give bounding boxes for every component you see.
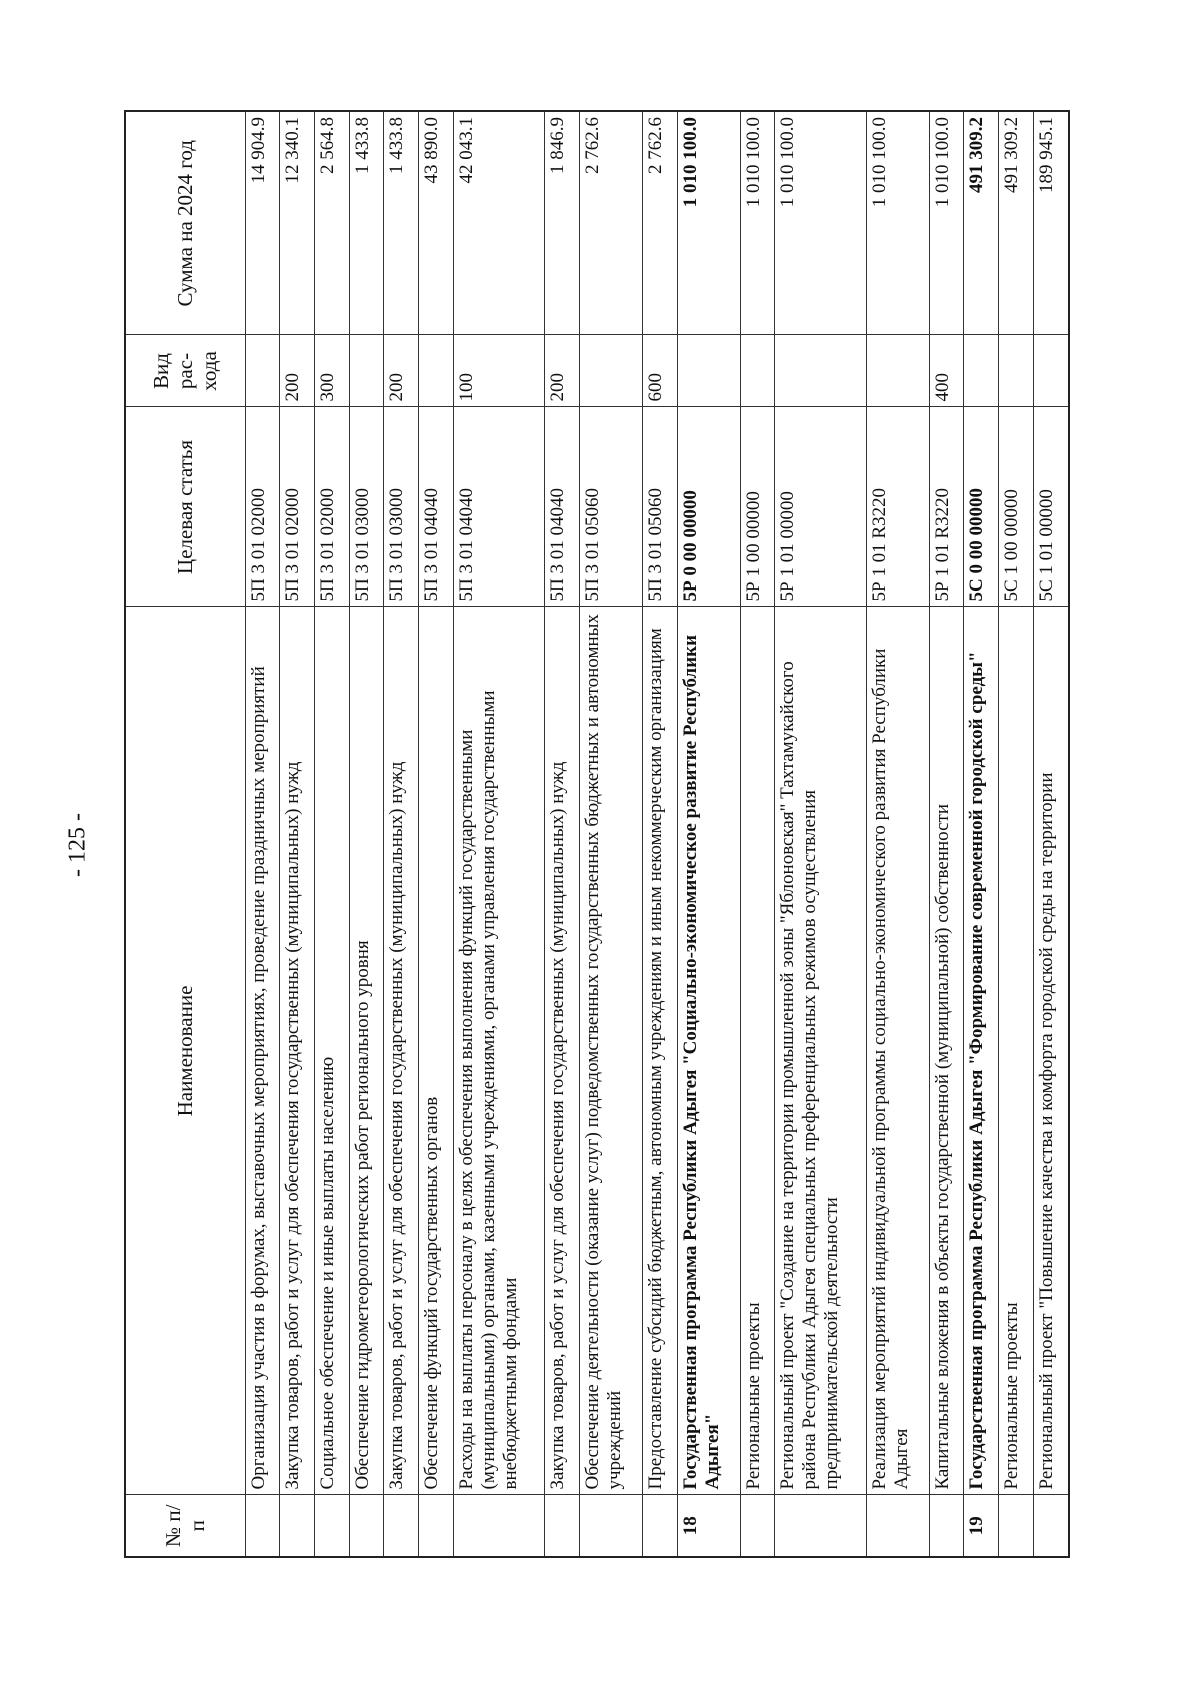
cell-code: 5П 3 01 04040 [545,407,580,607]
cell-name: Обеспечение деятельности (оказание услуг) подведомственных государственных бюджетных и автономных учреждений [579,607,642,1495]
cell-type: 600 [642,335,677,407]
cell-num [929,1495,964,1557]
cell-name: Региональный проект "Создание на территории промышленной зоны "Яблоновская" Тахтамукайского района Республики Адыгея специальных преференциальных режимов осуществления предпринимательской деятельности [775,607,866,1495]
cell-num [866,1495,929,1557]
cell-code: 5П 3 01 04040 [419,407,454,607]
cell-sum: 491 309.2 [999,111,1034,335]
cell-name: Организация участия в форумах, выставочных мероприятиях, проведение праздничных мероприятий [245,607,280,1495]
cell-sum: 2 762.6 [642,111,677,335]
cell-type [775,335,866,407]
cell-code: 5П 3 01 02000 [245,407,280,607]
cell-sum: 12 340.1 [280,111,315,335]
cell-type: 200 [384,335,419,407]
table-row [384,111,419,1557]
cell-sum: 1 010 100.0 [677,111,740,335]
cell-sum: 1 433.8 [349,111,384,335]
cell-num [349,1495,384,1557]
table-row [579,111,642,1557]
cell-code: 5С 0 00 00000 [964,407,999,607]
cell-type [677,335,740,407]
cell-num [642,1495,677,1557]
cell-code: 5С 1 01 00000 [1033,407,1069,607]
cell-code: 5П 3 01 02000 [280,407,315,607]
rotated-table-wrapper [124,112,1070,1558]
cell-sum: 42 043.1 [453,111,544,335]
cell-num: 18 [677,1495,740,1557]
cell-num: 19 [964,1495,999,1557]
col-header-sum: Сумма на 2024 год [125,111,245,335]
cell-name: Обеспечение функций государственных органов [419,607,454,1495]
table-row [314,111,349,1557]
cell-type: 200 [545,335,580,407]
cell-type: 200 [280,335,315,407]
table-row [349,111,384,1557]
table-row [280,111,315,1557]
cell-sum: 1 010 100.0 [866,111,929,335]
cell-name: Расходы на выплаты персоналу в целях обеспечения выполнения функций государственными (муниципальными) органами, казенными учреждениями, органами управления государственными внебюджетными фондами [453,607,544,1495]
table-header-row [125,111,245,1557]
col-header-num: № п/п [125,1495,245,1557]
cell-sum: 491 309.2 [964,111,999,335]
cell-type [964,335,999,407]
cell-sum: 1 010 100.0 [775,111,866,335]
cell-num [775,1495,866,1557]
cell-sum: 2 564.8 [314,111,349,335]
cell-name: Обеспечение гидрометеорологических работ регионального уровня [349,607,384,1495]
cell-num [419,1495,454,1557]
table-row [775,111,866,1557]
cell-type [245,335,280,407]
cell-name: Предоставление субсидий бюджетным, автономным учреждениям и иным некоммерческим организациям [642,607,677,1495]
cell-sum: 1 846.9 [545,111,580,335]
cell-type [1033,335,1069,407]
cell-type [740,335,775,407]
cell-code: 5Р 1 01 00000 [775,407,866,607]
cell-type [349,335,384,407]
cell-code: 5П 3 01 04040 [453,407,544,607]
cell-name: Социальное обеспечение и иные выплаты населению [314,607,349,1495]
cell-num [280,1495,315,1557]
cell-type: 300 [314,335,349,407]
cell-name: Региональный проект "Повышение качества и комфорта городской среды на территории [1033,607,1069,1495]
cell-sum: 43 890.0 [419,111,454,335]
cell-type [866,335,929,407]
table-row [677,111,740,1557]
cell-type [579,335,642,407]
cell-name: Государственная программа Республики Адыгея "Социально-экономическое развитие Республики Адыгея" [677,607,740,1495]
cell-name: Реализация мероприятий индивидуальной программы социально-экономического развития Республики Адыгея [866,607,929,1495]
cell-num [453,1495,544,1557]
cell-name: Закупка товаров, работ и услуг для обеспечения государственных (муниципальных) нужд [384,607,419,1495]
cell-sum: 189 945.1 [1033,111,1069,335]
cell-code: 5П 3 01 05060 [642,407,677,607]
cell-sum: 14 904.9 [245,111,280,335]
cell-code: 5Р 1 01 R3220 [929,407,964,607]
page-number: - 125 - [64,813,91,877]
table-body [245,111,1069,1557]
cell-code: 5П 3 01 03000 [384,407,419,607]
cell-num [245,1495,280,1557]
cell-type: 400 [929,335,964,407]
cell-code: 5П 3 01 03000 [349,407,384,607]
cell-num [545,1495,580,1557]
cell-code: 5Р 1 01 R3220 [866,407,929,607]
cell-name: Закупка товаров, работ и услуг для обеспечения государственных (муниципальных) нужд [545,607,580,1495]
table-row [419,111,454,1557]
cell-num [740,1495,775,1557]
cell-num [384,1495,419,1557]
cell-num [314,1495,349,1557]
table-row [245,111,280,1557]
cell-code: 5П 3 01 05060 [579,407,642,607]
cell-sum: 1 010 100.0 [740,111,775,335]
col-header-name: Наименование [125,607,245,1495]
table-row [929,111,964,1557]
cell-num [999,1495,1034,1557]
cell-name: Закупка товаров, работ и услуг для обеспечения государственных (муниципальных) нужд [280,607,315,1495]
cell-sum: 1 433.8 [384,111,419,335]
cell-sum: 2 762.6 [579,111,642,335]
cell-code: 5С 1 00 00000 [999,407,1034,607]
table-row [866,111,929,1557]
cell-type [419,335,454,407]
cell-name: Государственная программа Республики Адыгея "Формирование современной городской среды" [964,607,999,1495]
table-row [545,111,580,1557]
table-row [453,111,544,1557]
cell-name: Региональные проекты [999,607,1034,1495]
cell-num [1033,1495,1069,1557]
table-row [642,111,677,1557]
cell-code: 5Р 0 00 00000 [677,407,740,607]
cell-code: 5П 3 01 02000 [314,407,349,607]
cell-name: Капитальные вложения в объекты государственной (муниципальной) собственности [929,607,964,1495]
col-header-type: Вид рас-хода [125,335,245,407]
table-row [740,111,775,1557]
budget-table [124,110,1070,1558]
cell-sum: 1 010 100.0 [929,111,964,335]
table-row [1033,111,1069,1557]
table-row [964,111,999,1557]
cell-type: 100 [453,335,544,407]
cell-type [999,335,1034,407]
cell-code: 5Р 1 00 00000 [740,407,775,607]
cell-name: Региональные проекты [740,607,775,1495]
cell-num [579,1495,642,1557]
col-header-code: Целевая статья [125,407,245,607]
table-row [999,111,1034,1557]
